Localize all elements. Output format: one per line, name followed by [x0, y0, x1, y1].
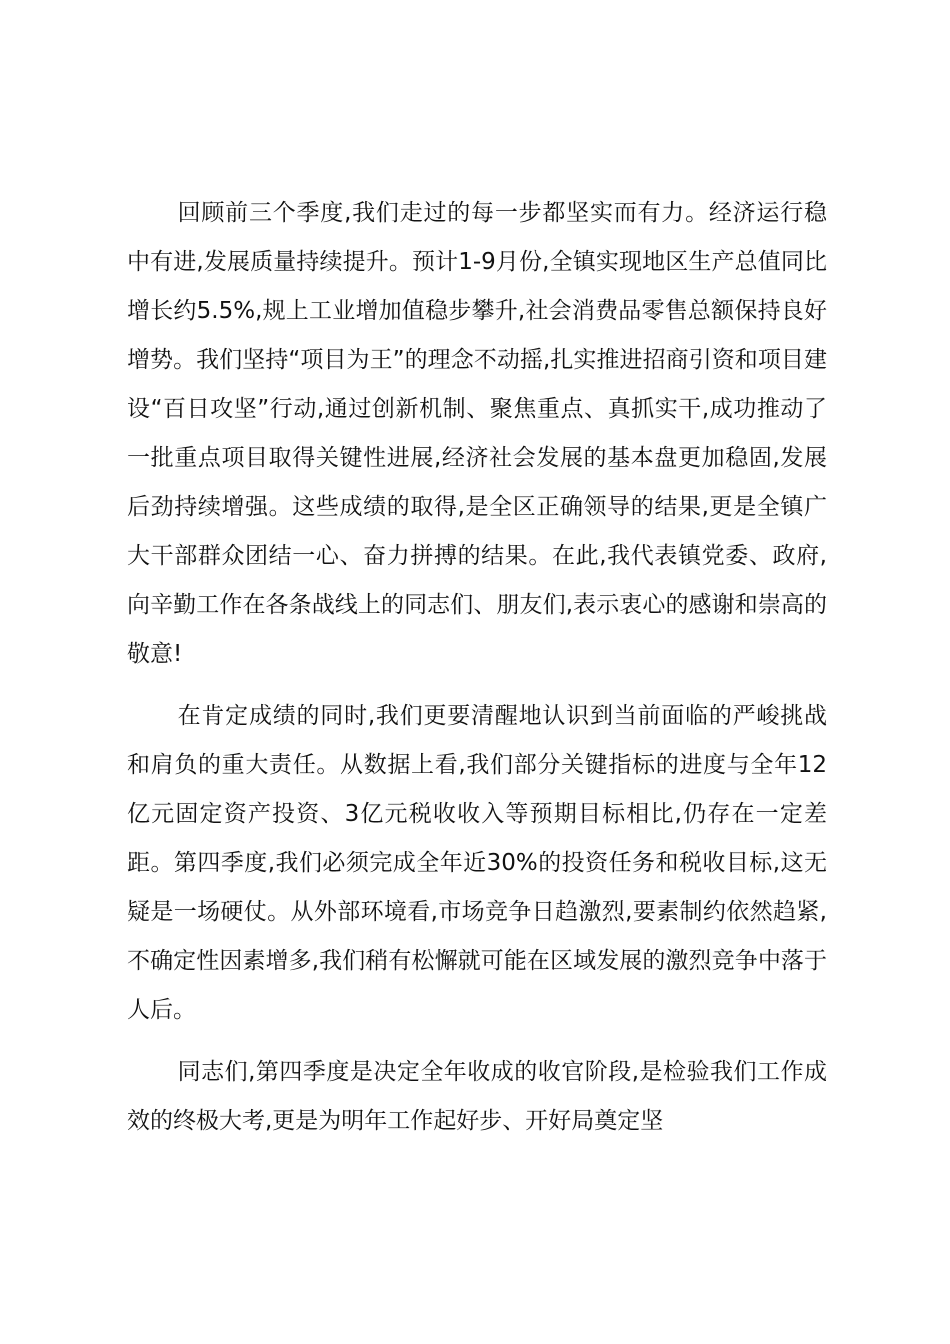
- paragraph-review: 回顾前三个季度,我们走过的每一步都坚实而有力。经济运行稳中有进,发展质量持续提升。预计1-9月份,全镇实现地区生产总值同比增长约5.5%,规上工业增加值稳步攀升,社会消费品零售总额保持良好增势。我们坚持“项目为王”的理念不动摇,扎实推进招商引资和项目建设“百日攻坚”行动,通过创新机制、聚焦重点、真抓实干,成功推动了一批重点项目取得关键性进展,经济社会发展的基本盘更加稳固,发展后劲持续增强。这些成绩的取得,是全区正确领导的结果,更是全镇广大干部群众团结一心、奋力拼搏的结果。在此,我代表镇党委、政府,向辛勤工作在各条战线上的同志们、朋友们,表示衷心的感谢和崇高的敬意!: [127, 200, 827, 667]
- paragraph-challenges: 在肯定成绩的同时,我们更要清醒地认识到当前面临的严峻挑战和肩负的重大责任。从数据上看,我们部分关键指标的进度与全年12亿元固定资产投资、3亿元税收收入等预期目标相比,仍存在一定差距。第四季度,我们必须完成全年近30%的投资任务和税收目标,这无疑是一场硬仗。从外部环境看,市场竞争日趋激烈,要素制约依然趋紧,不确定性因素增多,我们稍有松懈就可能在区域发展的激烈竞争中落于人后。: [127, 703, 827, 1023]
- paragraph-fourth-quarter: 同志们,第四季度是决定全年收成的收官阶段,是检验我们工作成效的终极大考,更是为明年工作起好步、开好局奠定坚: [127, 1059, 827, 1134]
- document-body: [127, 189, 827, 1159]
